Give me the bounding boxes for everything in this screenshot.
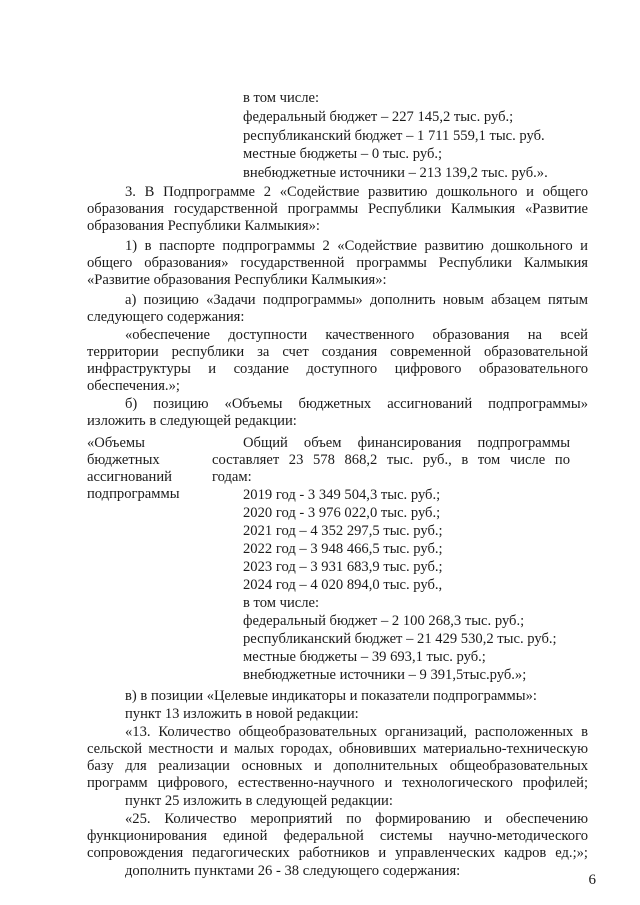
item-b-line2: изложить в следующей редакции: (87, 413, 297, 429)
item-a-line2: следующего содержания: (87, 309, 245, 325)
item1-line2: общего образования» государственной программы Республики Калмыкия (87, 255, 588, 271)
top-list-local: местные бюджеты – 0 тыс. руб.; (243, 146, 443, 162)
budget-republic: республиканский бюджет – 21 429 530,2 тыс. руб.; (243, 631, 557, 647)
quote13-line2: сельской местности и малых городах, обновивших материально-техническую (87, 741, 588, 757)
quote-a-line1: «обеспечение доступности качественного образования на всей (125, 327, 588, 343)
item1-line3: «Развитие образования Республики Калмыкия»: (87, 272, 387, 288)
quote25-line3: сопровождения педагогических работников и управленческих кадров ед.;»; (87, 845, 588, 861)
quote25-line2: функционирования единой федеральной системы научно-методического (87, 828, 588, 844)
page-number: 6 (588, 872, 596, 888)
top-list-heading: в том числе: (243, 90, 320, 106)
budget-local: местные бюджеты – 39 693,1 тыс. руб.; (243, 649, 486, 665)
quote13-line3: базу для реализации основных и дополнительных общеобразовательных (87, 758, 588, 774)
quote25-line1: «25. Количество мероприятий по формированию и обеспечению (125, 811, 588, 827)
quote-a-line4: обеспечения.»; (87, 378, 180, 394)
item-b-line1: б) позицию «Объемы бюджетных ассигнований подпрограммы» (125, 396, 588, 412)
budget-intro-line3: годам: (212, 469, 252, 485)
item-a-line1: а) позицию «Задачи подпрограммы» дополнить новым абзацем пятым (125, 292, 588, 308)
budget-year-2022: 2022 год – 3 948 466,5 тыс. руб.; (243, 541, 443, 557)
budget-year-2019: 2019 год - 3 349 504,3 тыс. руб.; (243, 487, 441, 503)
quote-a-line2: территории республики за счет создания современной образовательной (87, 344, 588, 360)
budget-year-2020: 2020 год - 3 976 022,0 тыс. руб.; (243, 505, 441, 521)
point25-intro: пункт 25 изложить в следующей редакции: (125, 793, 393, 809)
item1-line1: 1) в паспорте подпрограммы 2 «Содействие развитию дошкольного и (125, 238, 588, 254)
top-list-republic: республиканский бюджет – 1 711 559,1 тыс. руб. (243, 128, 545, 144)
budget-extra: внебюджетные источники – 9 391,5тыс.руб.»; (243, 667, 527, 683)
section3-line2: образования государственной программы Республики Калмыкия «Развитие (87, 201, 588, 217)
top-list-extra: внебюджетные источники – 213 139,2 тыс. руб.». (243, 165, 548, 181)
budget-federal: федеральный бюджет – 2 100 268,3 тыс. руб.; (243, 613, 525, 629)
quote13-line4: программ цифрового, естественно-научного и технологического профилей; (87, 775, 588, 791)
budget-label-line1: «Объемы (87, 435, 145, 451)
budget-label-line4: подпрограммы (87, 486, 180, 502)
budget-year-2023: 2023 год – 3 931 683,9 тыс. руб.; (243, 559, 443, 575)
section3-line1: 3. В Подпрограмме 2 «Содействие развитию дошкольного и общего (125, 184, 588, 200)
budget-intro-line1: Общий объем финансирования подпрограммы (243, 435, 570, 451)
budget-intro-line2: составляет 23 578 868,2 тыс. руб., в том числе по (212, 452, 570, 468)
quote13-line1: «13. Количество общеобразовательных организаций, расположенных в (125, 724, 588, 740)
budget-label-line2: бюджетных (87, 452, 160, 468)
budget-year-2021: 2021 год – 4 352 297,5 тыс. руб.; (243, 523, 443, 539)
budget-year-2024: 2024 год – 4 020 894,0 тыс. руб., (243, 577, 443, 593)
quote-a-line3: инфраструктуры и создание доступного цифрового образовательного (87, 361, 588, 377)
supplement-line: дополнить пунктами 26 - 38 следующего содержания: (125, 863, 461, 879)
budget-incl: в том числе: (243, 595, 320, 611)
item-v-line2: пункт 13 изложить в новой редакции: (125, 706, 359, 722)
item-v-line1: в) в позиции «Целевые индикаторы и показатели подпрограммы»: (125, 688, 537, 704)
top-list-federal: федеральный бюджет – 227 145,2 тыс. руб.; (243, 109, 514, 125)
section3-line3: образования Республики Калмыкия»: (87, 218, 320, 234)
budget-label-line3: ассигнований (87, 469, 172, 485)
